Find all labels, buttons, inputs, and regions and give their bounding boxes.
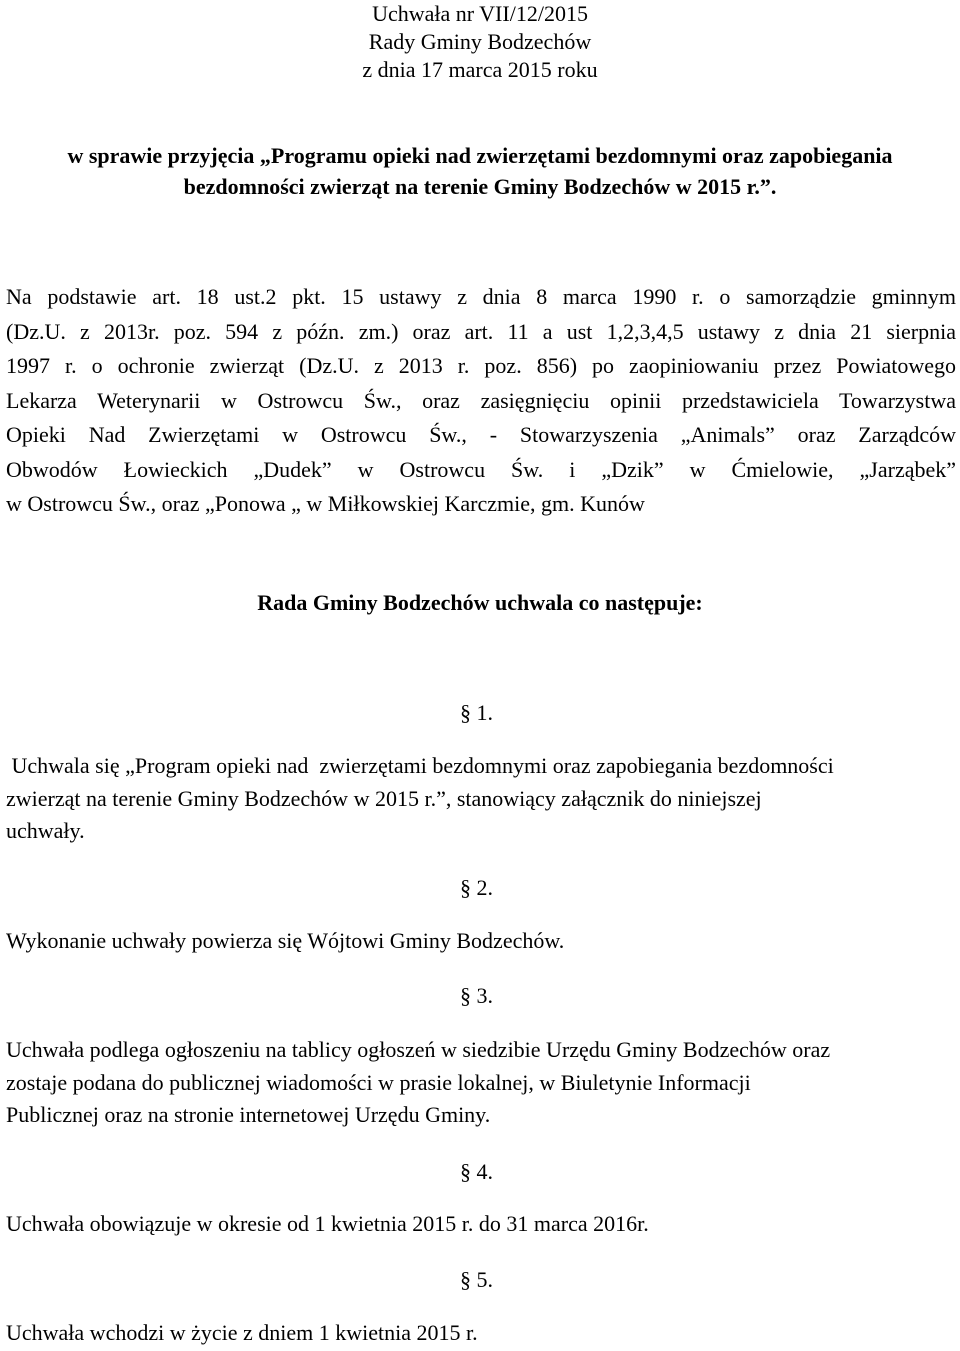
preamble-line: Lekarza Weterynarii w Ostrowcu Św., oraz zasięgnięciu opinii przedstawiciela Towarzystwa <box>6 387 956 413</box>
paragraph-line: uchwały. <box>6 818 85 843</box>
paragraph-number: § 5. <box>460 1267 493 1292</box>
paragraph-text <box>6 1317 956 1350</box>
paragraph-line: Publicznej oraz na stronie internetowej Urzędu Gminy. <box>6 1102 491 1127</box>
paragraph-line: Uchwała wchodzi w życie z dniem 1 kwietnia 2015 r. <box>6 1320 478 1345</box>
paragraph-text <box>6 1208 956 1241</box>
subject-line: bezdomności zwierząt na terenie Gminy Bodzechów w 2015 r.”. <box>183 174 777 199</box>
preamble-line: w Ostrowcu Św., oraz „Ponowa „ w Miłkowskiej Karczmie, gm. Kunów <box>6 491 645 516</box>
document-header <box>0 0 960 84</box>
paragraph-line: Wykonanie uchwały powierza się Wójtowi Gminy Bodzechów. <box>6 928 565 953</box>
paragraph-line: Uchwała obowiązuje w okresie od 1 kwietnia 2015 r. do 31 marca 2016r. <box>6 1211 649 1236</box>
preamble-line: Obwodów Łowieckich „Dudek” w Ostrowcu Św. i „Dzik” w Ćmielowie, „Jarząbek” <box>6 456 956 482</box>
resolution-issuer: Rady Gminy Bodzechów <box>368 29 592 54</box>
preamble-line: Opieki Nad Zwierzętami w Ostrowcu Św., - Stowarzyszenia „Animals” oraz Zarządców <box>6 422 956 447</box>
resolution-statement: Rada Gminy Bodzechów uchwala co następuje: <box>257 590 703 615</box>
paragraph-number: § 2. <box>460 875 493 900</box>
preamble-line: Na podstawie art. 18 ust.2 pkt. 15 ustawy z dnia 8 marca 1990 r. o samorządzie gminnym <box>6 284 956 309</box>
preamble-line: 1997 r. o ochronie zwierząt (Dz.U. z 2013 r. poz. 856) po zaopiniowaniu przez Powiatowego <box>6 353 956 378</box>
paragraph-line: zostaje podana do publicznej wiadomości w prasie lokalnej, w Biuletynie Informacji <box>6 1069 751 1095</box>
paragraph-line: Uchwała podlega ogłoszeniu na tablicy ogłoszeń w siedzibie Urzędu Gminy Bodzechów oraz <box>6 1037 831 1062</box>
paragraph-text <box>6 925 956 958</box>
paragraph-number: § 4. <box>460 1159 493 1184</box>
paragraph-number: § 3. <box>460 983 493 1008</box>
legal-basis-paragraph <box>6 280 956 522</box>
paragraph-line: Uchwala się „Program opieki nad zwierzętami bezdomnymi oraz zapobiegania bezdomności <box>6 753 834 778</box>
preamble-line: (Dz.U. z 2013r. poz. 594 z późn. zm.) oraz art. 11 a ust 1,2,3,4,5 ustawy z dnia 21 sierpnia <box>6 318 956 344</box>
paragraph-number: § 1. <box>460 700 493 725</box>
paragraph-text <box>6 1034 956 1132</box>
paragraph-line: zwierząt na terenie Gminy Bodzechów w 2015 r.”, stanowiący załącznik do niniejszej <box>6 785 762 811</box>
resolution-subject <box>0 140 960 202</box>
subject-line: w sprawie przyjęcia „Programu opieki nad zwierzętami bezdomnymi oraz zapobiegania <box>67 143 893 168</box>
resolution-title: Uchwała nr VII/12/2015 <box>372 1 588 26</box>
paragraph-text <box>6 750 956 848</box>
resolution-date: z dnia 17 marca 2015 roku <box>362 57 598 82</box>
